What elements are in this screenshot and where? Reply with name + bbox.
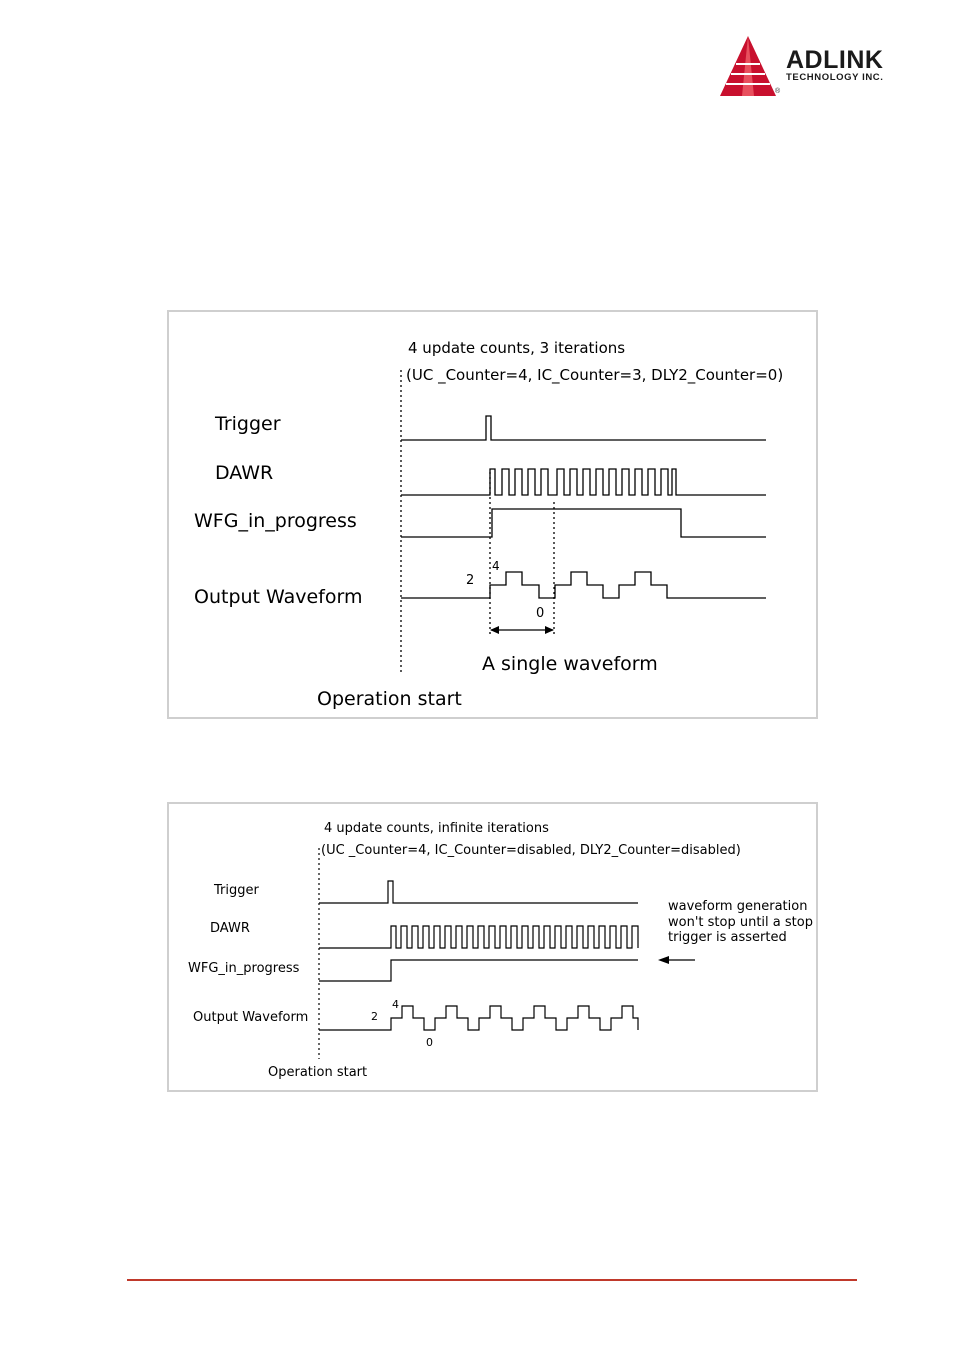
fig1-label-output: Output Waveform [194, 586, 363, 608]
timing-diagram-infinite [167, 802, 818, 1092]
fig2-label-trigger: Trigger [214, 883, 259, 898]
fig1-label-dawr: DAWR [215, 462, 274, 484]
output-waveform-trace-2 [319, 1006, 638, 1030]
fig1-header-line2: (UC _Counter=4, IC_Counter=3, DLY2_Counter=0) [406, 366, 784, 384]
fig2-level-low: 2 [371, 1010, 378, 1023]
span-arrow-left-head [490, 626, 499, 634]
fig2-note-line2: won't stop until a stop [668, 915, 813, 930]
fig2-start-label: Operation start [268, 1065, 368, 1080]
fig2-label-wfg: WFG_in_progress [188, 961, 300, 976]
fig2-note-line1: waveform generation [668, 899, 808, 914]
brand-name: ADLINK [786, 46, 884, 74]
trigger-trace-2 [319, 881, 638, 903]
registered-mark: ® [775, 88, 781, 95]
wfg-trace-2 [319, 960, 638, 981]
fig1-level-zero: 0 [536, 606, 545, 621]
fig1-level-low: 2 [466, 573, 475, 588]
fig1-label-wfg: WFG_in_progress [194, 510, 357, 532]
dawr-trace [401, 469, 766, 495]
fig1-header-line1: 4 update counts, 3 iterations [408, 339, 626, 357]
fig2-label-output: Output Waveform [193, 1010, 309, 1025]
logo-triangle-icon [716, 34, 780, 98]
timing-diagram-finite [167, 310, 818, 719]
fig1-start-label: Operation start [317, 688, 462, 710]
footer-rule [127, 1279, 857, 1281]
span-arrow-right-head [545, 626, 554, 634]
note-arrow-head [658, 956, 669, 964]
wfg-trace [401, 509, 766, 537]
dawr-trace-2 [319, 926, 638, 948]
output-waveform-trace [401, 572, 766, 598]
fig2-header-line1: 4 update counts, infinite iterations [324, 821, 549, 836]
fig2-note-line3: trigger is asserted [668, 930, 787, 945]
fig2-level-high: 4 [392, 998, 399, 1011]
company-logo [716, 34, 916, 98]
fig2-header-line2: (UC _Counter=4, IC_Counter=disabled, DLY2_Counter=disabled) [321, 843, 741, 858]
fig2-level-zero: 0 [426, 1036, 433, 1049]
trigger-trace [401, 416, 766, 440]
brand-subtitle: TECHNOLOGY INC. [786, 72, 884, 83]
fig1-span-label: A single waveform [482, 653, 658, 675]
fig1-level-high: 4 [492, 559, 500, 573]
fig2-label-dawr: DAWR [210, 921, 250, 936]
fig1-label-trigger: Trigger [215, 413, 281, 435]
